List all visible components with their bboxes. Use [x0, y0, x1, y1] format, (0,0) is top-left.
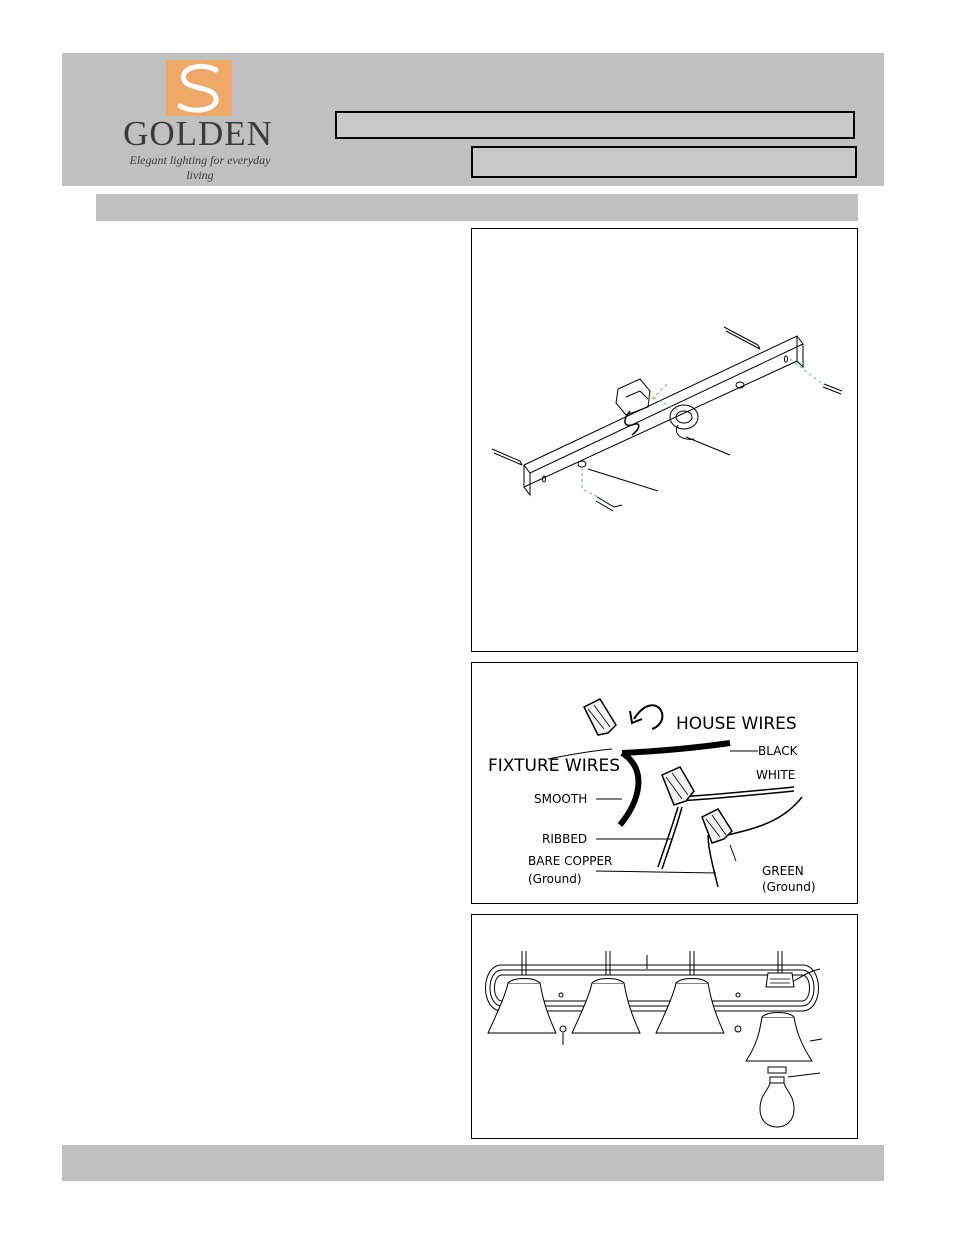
wire-nut-icon	[662, 767, 694, 805]
wiring-diagram	[472, 663, 859, 905]
junction-box	[616, 379, 650, 415]
brand-logo	[166, 60, 232, 116]
wiring-diagram-panel	[471, 662, 858, 904]
smooth-wire-label: SMOOTH	[534, 792, 588, 806]
model-number-field	[471, 146, 857, 178]
wire-nut-icon	[702, 809, 732, 843]
light-socket	[766, 973, 794, 987]
light-bulb-icon	[760, 1083, 794, 1127]
house-wires-label: HOUSE WIRES	[676, 714, 797, 734]
glass-shade	[488, 983, 556, 1033]
mounting-diagram-panel	[471, 228, 858, 652]
fixture-assembly-diagram	[472, 915, 859, 1140]
bare-copper-label: BARE COPPER	[528, 854, 613, 868]
black-wire-label: BLACK	[758, 744, 798, 758]
glass-shades	[488, 951, 812, 1127]
fixture-wires-label: FIXTURE WIRES	[488, 756, 621, 776]
ribbed-wire-label: RIBBED	[542, 832, 588, 846]
wire-nut-icon	[584, 699, 616, 735]
footer-band	[62, 1145, 884, 1181]
brand-tagline: Elegant lighting for everyday living	[129, 153, 271, 182]
green-wire-label: GREEN	[762, 864, 804, 878]
mounting-screw	[492, 449, 522, 465]
brand-logo-mark	[166, 60, 232, 116]
mounting-bracket-diagram	[472, 229, 859, 653]
glass-shade	[656, 983, 724, 1033]
mounting-screw	[823, 384, 842, 394]
mounting-screw	[596, 497, 622, 511]
green-ground-label: (Ground)	[762, 880, 816, 894]
mounting-screw	[724, 327, 760, 349]
white-wire-label: WHITE	[756, 768, 796, 782]
bare-copper-ground-label: (Ground)	[528, 872, 582, 886]
glass-shade	[746, 1017, 812, 1061]
section-heading-bar	[96, 194, 858, 221]
glass-shade	[572, 983, 640, 1033]
assembly-diagram-panel	[471, 914, 858, 1139]
product-title-field	[335, 111, 855, 139]
brand-name: GOLDEN	[123, 114, 273, 153]
twist-arrow-icon	[634, 705, 662, 729]
